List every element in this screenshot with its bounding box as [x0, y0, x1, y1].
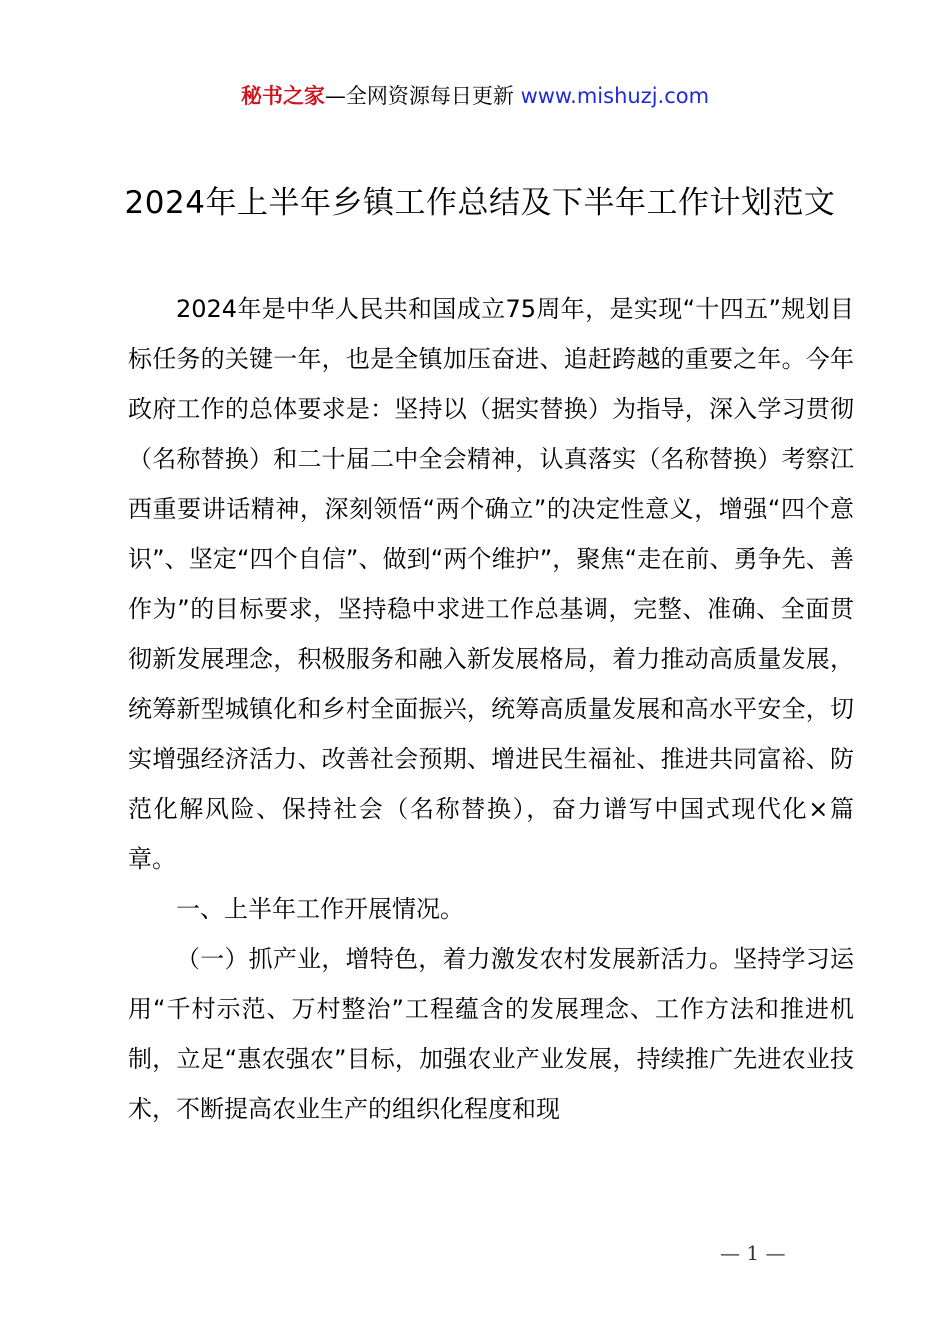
site-brand: 秘书之家 — [240, 84, 325, 108]
site-header — [0, 80, 950, 112]
page-number: — 1 — — [720, 1241, 786, 1265]
document-title: 2024年上半年乡镇工作总结及下半年工作计划范文 — [124, 185, 836, 221]
site-url-link[interactable]: www.mishuzj.com — [520, 84, 710, 108]
site-tagline: —全网资源每日更新 — [324, 84, 521, 108]
document-body — [128, 284, 854, 1134]
section-heading: 一、上半年工作开展情况。 — [176, 895, 464, 923]
body-paragraph: （一）抓产业，增特色，着力激发农村发展新活力。坚持学习运用“千村示范、万村整治”工程蕴含的发展理念、工作方法和推进机制，立足“惠农强农”目标，加强农业产业发展，持续推广先进农业技术，不断提高农业生产的组织化程度和现 — [128, 945, 854, 1123]
body-paragraph: 2024年是中华人民共和国成立75周年，是实现“十四五”规划目标任务的关键一年，也是全镇加压奋进、追赶跨越的重要之年。今年政府工作的总体要求是：坚持以（据实替换）为指导，深入学习贯彻（名称替换）和二十届二中全会精神，认真落实（名称替换）考察江西重要讲话精神，深刻领悟“两个确立”的决定性意义，增强“四个意识”、坚定“四个自信”、做到“两个维护”，聚焦“走在前、勇争先、善作为”的目标要求，坚持稳中求进工作总基调，完整、准确、全面贯彻新发展理念，积极服务和融入新发展格局，着力推动高质量发展，统筹新型城镇化和乡村全面振兴，统筹高质量发展和高水平安全，切实增强经济活力、改善社会预期、增进民生福祉、推进共同富裕、防范化解风险、保持社会（名称替换），奋力谱写中国式现代化×篇章。 — [128, 295, 854, 873]
